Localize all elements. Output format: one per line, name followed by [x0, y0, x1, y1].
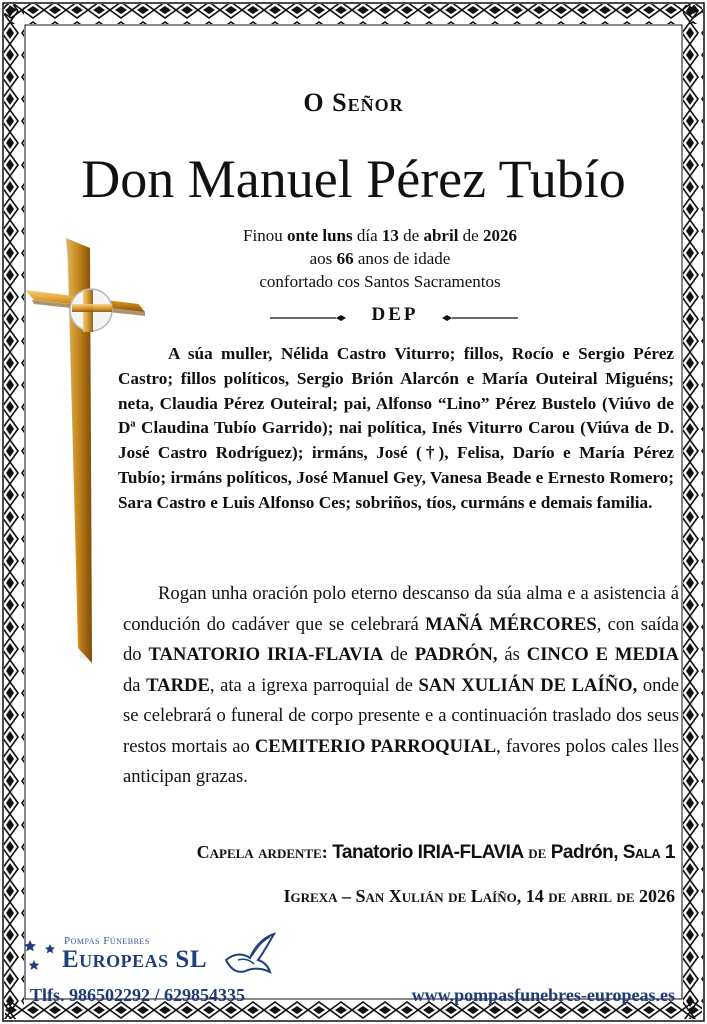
death-details [190, 224, 570, 293]
death-text: de [458, 226, 483, 245]
death-day: 13 [381, 226, 399, 245]
chapel-text: de [523, 842, 551, 862]
ceremony-text: Rogan unha oración polo eterno descanso da súa alma e a asistencia á condución do cadáver que se celebrará [123, 583, 679, 635]
deceased-name: Don Manuel Pérez Tubío [81, 149, 626, 209]
ceremony-text: , con saída do [123, 613, 679, 665]
logo-subtitle: Pompas Fúnebres [64, 935, 150, 947]
sacraments-line: confortado cos Santos Sacramentos [259, 272, 501, 291]
chapel-room: , Sala 1 [613, 842, 675, 863]
honorific-title: O Señor [303, 88, 404, 117]
ceremony-time: CINCO E MEDIA [526, 644, 679, 665]
death-weekday: onte luns [286, 226, 353, 245]
ceremony-cemetery: CEMITERIO PARROQUIAL [254, 735, 497, 757]
ceremony-paragraph [123, 579, 679, 793]
chapel-line [197, 842, 675, 864]
logo-title: Europeas SL [62, 946, 208, 973]
ceremony-text: , ata a igrexa parroquial de [209, 674, 419, 696]
ceremony-church: SAN XULIÁN DE LAÍÑO, [418, 674, 638, 696]
chapel-label: Capela ardente: [196, 842, 333, 862]
right-ornament-line [438, 314, 520, 322]
ceremony-day: MAÑÁ MÉRCORES [425, 613, 597, 635]
ceremony-text: onde se celebrará o funeral de corpo presente e a continuación traslado dos seus restos mortais ao [123, 674, 679, 757]
chapel-town: Padrón [550, 842, 614, 863]
ceremony-funeral-home: TANATORIO IRIA-FLAVIA [148, 644, 384, 665]
death-text: de [398, 226, 424, 245]
death-year: 2026 [482, 226, 517, 245]
dep-label: DEP [371, 304, 419, 325]
ceremony-town: PADRÓN, [414, 644, 498, 665]
age-line [190, 247, 570, 270]
dove-icon [218, 930, 278, 980]
funeral-home-logo [22, 930, 282, 985]
ceremony-daypart: TARDE [146, 674, 210, 696]
ceremony-text: , favores polos cales lles anticipan grazas. [123, 735, 679, 787]
ceremony-text: da [123, 674, 147, 696]
death-text: Finou [243, 226, 287, 245]
ceremony-text: ás [497, 644, 527, 665]
stars-icon [22, 934, 58, 978]
death-text: día [352, 226, 382, 245]
death-month: abril [423, 226, 459, 245]
family-paragraph: A súa muller, Nélida Castro Viturro; fillos, Rocío e Sergio Pérez Castro; fillos políticos, Sergio Brión Alarcón e María Outeiral Miguéns; neta, Claudia Pérez Outeiral; pai, Alfonso “Lino” Pérez Bustelo (Viúvo de Dª Claudina Tubío Garrido); nai política, Inés Viturro Carou (Viúva de D. José Castro Rodríguez); irmáns, José (†), Felisa, Darío e María Pérez Tubío; irmáns políticos, José Manuel Gey, Vanesa Beade e Ernesto Romero; Sara Castro e Luis Alfonso Ces; sobriños, tíos, curmáns e demais familia. [118, 344, 674, 512]
age-text: aos [309, 249, 337, 268]
church-date-line: Igrexa – San Xulián de Laíño, 14 de abril de 2026 [283, 886, 675, 906]
website-link[interactable]: www.pompasfunebres-europeas.es [411, 985, 675, 1005]
age-value: 66 [336, 249, 354, 268]
death-date-line [190, 224, 570, 247]
phone-numbers: Tlfs. 986502292 / 629854335 [30, 985, 246, 1005]
age-text: anos de idade [353, 249, 451, 268]
chapel-place: Tanatorio IRIA-FLAVIA [332, 842, 524, 863]
dep-divider [270, 304, 520, 330]
ceremony-text: de [383, 644, 415, 665]
